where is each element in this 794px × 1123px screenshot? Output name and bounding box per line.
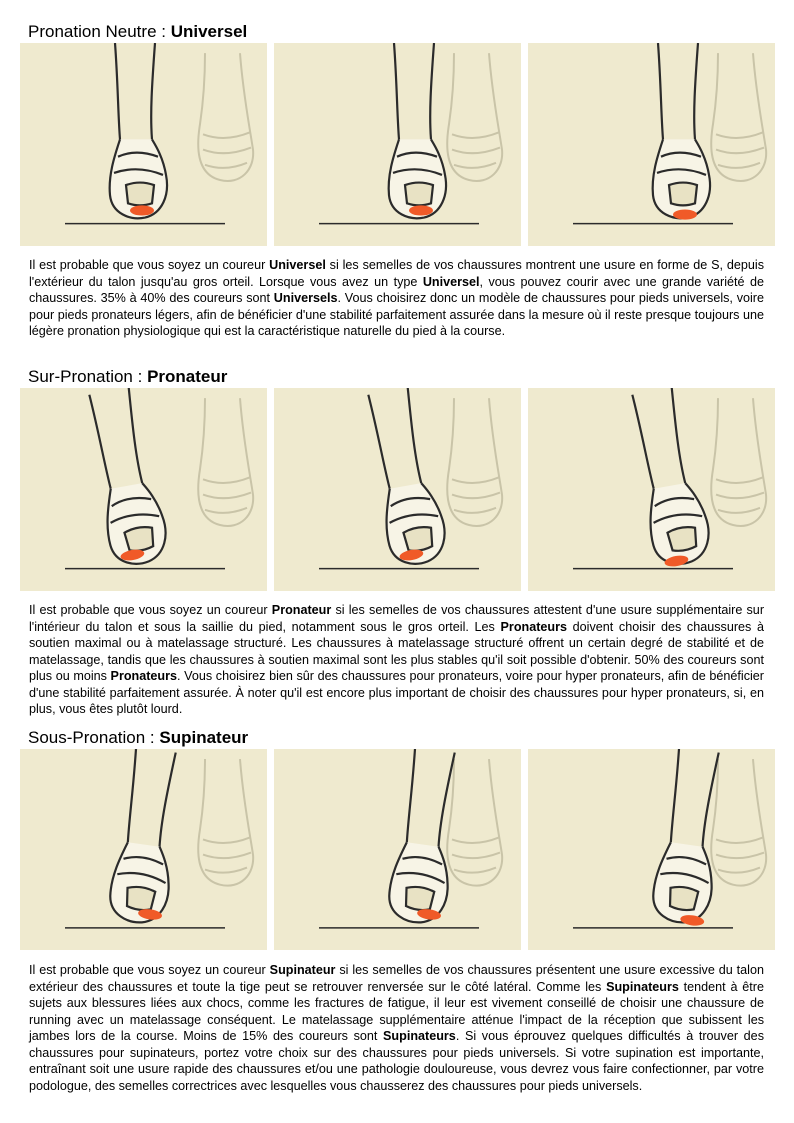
bold-term: Supinateurs	[606, 979, 679, 994]
text-run: Il est probable que vous soyez un coureur	[29, 603, 272, 617]
bold-term: Pronateurs	[110, 669, 178, 683]
bold-term: Universel	[269, 258, 326, 272]
title-strong: Universel	[170, 22, 248, 41]
section-title-pronator	[28, 367, 227, 387]
text-run: si les semelles de vos chaussures attestent d'une usure supplémentaire sur l'intérieur du talon et sous la saillie du pied, notamment sous le gros orteil. Les	[29, 603, 765, 634]
section-title-supinator	[28, 728, 248, 748]
foot-strike-drawing	[528, 749, 775, 950]
text-run: tendent à être sujets aux blessures liées aux chocs, comme les fractures de fatigue, il leur est vivement conseillé de choisir une chaussure de running avec un matelassage conséquent. Le matelassage supplémentaire atténue l'impact de la réception que subissent les jambes lors de la course. Moins de 15% des coureurs sont	[29, 979, 764, 1043]
running-step-illustration	[274, 749, 521, 950]
paragraph-supinator	[29, 962, 764, 1094]
running-step-illustration	[20, 388, 267, 591]
foot-strike-drawing	[20, 749, 267, 950]
section-title-neutral	[28, 22, 247, 42]
text-run: si les semelles de vos chaussures présentent une usure excessive du talon extérieur des chaussures et toute la tige peut se retrouver renversée sur le côté latéral. Comme les	[29, 963, 764, 994]
running-step-illustration	[528, 388, 775, 591]
foot-strike-drawing	[274, 388, 521, 591]
text-run: doivent choisir des chaussures à soutien maximal ou à matelassage structuré. Les chaussures à matelassage structuré offrent un certain degré de stabilité et de matelassage, tandis que les chaussures à soutien maximal sont les plus stables qu'il soit possible d'obtenir. 50% des coureurs sont plus ou moins	[29, 619, 764, 683]
text-run: Il est probable que vous soyez un coureur	[29, 258, 270, 272]
text-run: , vous pouvez courir avec une grande variété de chaussures. 35% à 40% des coureurs sont	[29, 274, 764, 305]
text-run: Il est probable que vous soyez un coureur	[29, 963, 270, 977]
foot-strike-drawing	[274, 43, 521, 246]
foot-strike-drawing	[528, 388, 775, 591]
running-step-illustration	[274, 43, 521, 246]
foot-strike-drawing	[20, 43, 267, 246]
bold-term: Universels	[273, 291, 338, 305]
bold-term: Universel	[422, 274, 480, 289]
text-run: . Si vous éprouvez quelques difficultés à trouver des chaussures pour supinateurs, portez votre choix sur des chaussures pour pieds universels. Si votre supination est importante, entraînant soit une usure rapide des chaussures et/ou une pathologie douloureuse, vous devrez vous faire confectionner, par votre podologue, des semelles correctrices avec lesquelles vous chausserez des chaussures pour pieds universels.	[29, 1029, 764, 1093]
bold-term: Supinateur	[269, 963, 336, 977]
illustration-strip-neutral	[20, 43, 775, 246]
title-prefix: Pronation Neutre :	[28, 22, 171, 41]
title-strong: Supinateur	[159, 728, 249, 747]
paragraph-neutral	[29, 257, 764, 340]
foot-strike-drawing	[528, 43, 775, 246]
running-step-illustration	[274, 388, 521, 591]
running-step-illustration	[20, 43, 267, 246]
illustration-strip-pronator	[20, 388, 775, 591]
text-run: . Vous choisirez bien sûr des chaussures pour pronateurs, voire pour hyper pronateurs, afin de bénéficier d'une stabilité parfaitement assurée. À noter qu'il est encore plus important de choisir des chaussures pour hyper pronateurs, si, en plus, vous êtes plutôt lourd.	[29, 669, 764, 716]
running-step-illustration	[528, 43, 775, 246]
running-step-illustration	[528, 749, 775, 950]
paragraph-pronator	[29, 602, 764, 718]
bold-term: Pronateurs	[500, 619, 568, 634]
bold-term: Pronateur	[271, 603, 332, 617]
illustration-strip-supinator	[20, 749, 775, 950]
running-step-illustration	[20, 749, 267, 950]
text-run: si les semelles de vos chaussures montrent une usure en forme de S, depuis l'extérieur du talon jusqu'au gros orteil. Lorsque vous avez un type	[29, 258, 765, 289]
foot-strike-drawing	[274, 749, 521, 950]
foot-strike-drawing	[20, 388, 267, 591]
title-strong: Pronateur	[147, 367, 228, 386]
bold-term: Supinateurs	[383, 1029, 456, 1043]
title-prefix: Sur-Pronation :	[28, 367, 148, 386]
title-prefix: Sous-Pronation :	[28, 728, 160, 747]
text-run: . Vous choisirez donc un modèle de chaussures pour pieds universels, voire pour pieds pronateurs légers, afin de bénéficier d'une stabilité parfaitement assurée dans la mesure où il reste presque toujours une légère pronation physiologique qui est la caractéristique naturelle du pied à la course.	[29, 291, 764, 338]
